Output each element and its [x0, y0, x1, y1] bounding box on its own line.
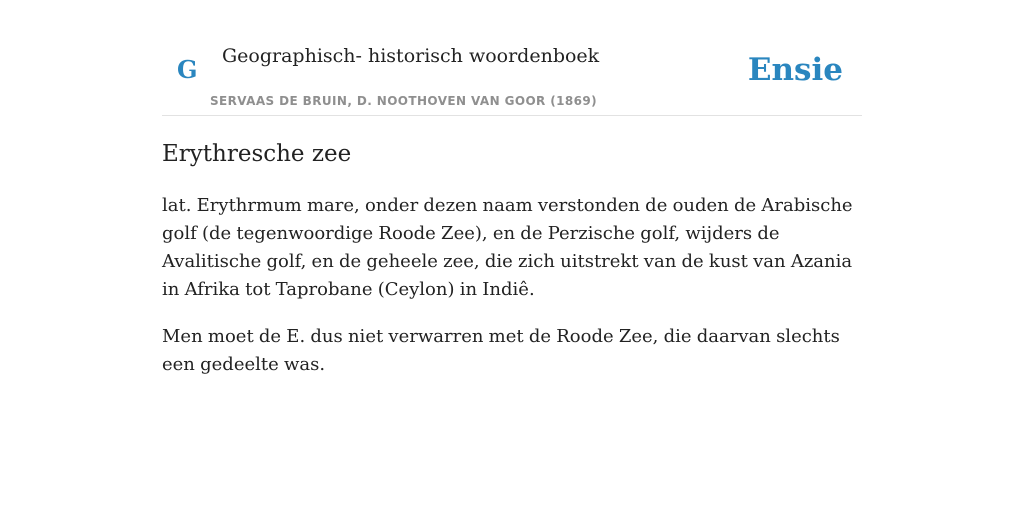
- entry-paragraph-2: Men moet de E. dus niet verwarren met de Roode Zee, die daarvan slechts een gedeelte was.: [162, 326, 840, 375]
- book-header: [162, 0, 862, 116]
- page-container: [162, 0, 862, 375]
- book-title-link[interactable]: Geographisch- historisch woordenboek: [222, 45, 600, 67]
- ensie-logo-link[interactable]: Ensie: [747, 52, 843, 88]
- entry-body: [162, 192, 862, 398]
- entry-paragraph-1: lat. Erythrmum mare, onder dezen naam verstonden de ouden de Arabische golf (de tegenwoordige Roode Zee), en de Perzische golf, wijders de Avalitische golf, en de geheele zee, die zich uitstrekt van de kust van Azania in Afrika tot Taprobane (Ceylon) in Indiê.: [162, 195, 853, 300]
- book-letter-link[interactable]: G: [177, 55, 198, 84]
- book-author: SERVAAS DE BRUIN, D. NOOTHOVEN VAN GOOR (1869): [210, 94, 598, 108]
- entry-title: Erythresche zee: [162, 141, 352, 167]
